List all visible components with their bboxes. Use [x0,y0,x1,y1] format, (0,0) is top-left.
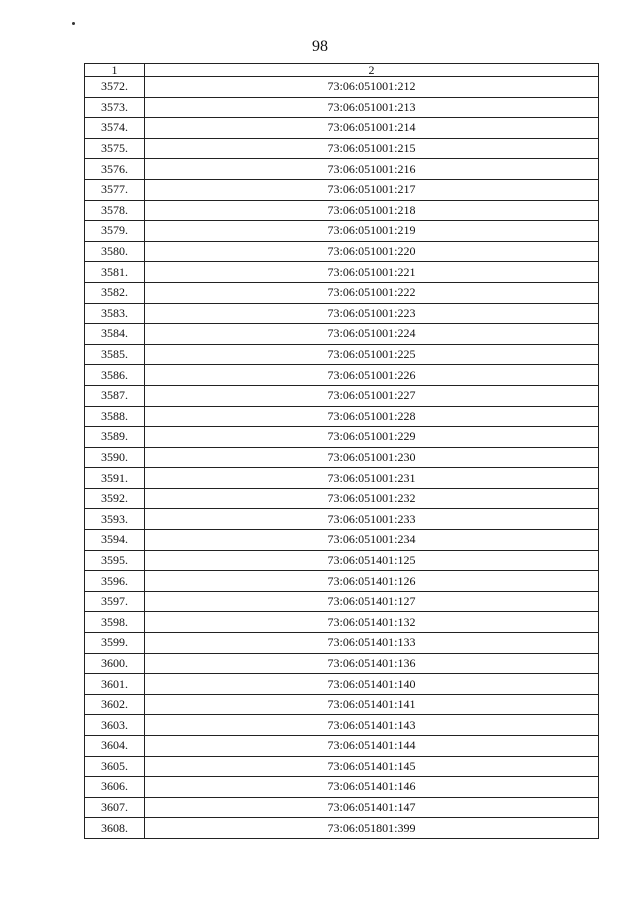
table-row [85,777,599,798]
row-number: 3602. [85,694,145,715]
row-number: 3608. [85,818,145,839]
cadastral-number: 73:06:051001:215 [145,138,599,159]
cadastral-number: 73:06:051401:145 [145,756,599,777]
table-row [85,365,599,386]
cadastral-number: 73:06:051001:229 [145,427,599,448]
table-row [85,447,599,468]
cadastral-number: 73:06:051001:234 [145,530,599,551]
table-header-row [85,64,599,77]
cadastral-number: 73:06:051001:217 [145,179,599,200]
row-number: 3595. [85,550,145,571]
table-row [85,530,599,551]
cadastral-number: 73:06:051001:233 [145,509,599,530]
row-number: 3600. [85,653,145,674]
table-row [85,159,599,180]
row-number: 3601. [85,674,145,695]
row-number: 3573. [85,97,145,118]
row-number: 3590. [85,447,145,468]
row-number: 3574. [85,118,145,139]
cadastral-number: 73:06:051001:230 [145,447,599,468]
table-row [85,77,599,98]
cadastral-number: 73:06:051001:218 [145,200,599,221]
table-row [85,674,599,695]
cadastral-number: 73:06:051001:222 [145,282,599,303]
row-number: 3598. [85,612,145,633]
cadastral-number: 73:06:051001:212 [145,77,599,98]
cadastral-number: 73:06:051401:125 [145,550,599,571]
row-number: 3592. [85,488,145,509]
cadastral-number: 73:06:051401:146 [145,777,599,798]
scan-speck [72,22,75,25]
row-number: 3599. [85,633,145,654]
cadastral-number: 73:06:051401:147 [145,797,599,818]
table-row [85,427,599,448]
row-number: 3603. [85,715,145,736]
table-row [85,282,599,303]
table-row [85,612,599,633]
table-row [85,509,599,530]
row-number: 3578. [85,200,145,221]
table-row [85,406,599,427]
row-number: 3581. [85,262,145,283]
cadastral-number: 73:06:051401:133 [145,633,599,654]
table-row [85,262,599,283]
table-row [85,138,599,159]
table-body [85,77,599,839]
cadastral-table [84,63,599,839]
row-number: 3588. [85,406,145,427]
cadastral-number: 73:06:051401:143 [145,715,599,736]
cadastral-number: 73:06:051001:221 [145,262,599,283]
table-row [85,118,599,139]
table-row [85,756,599,777]
table-row [85,385,599,406]
row-number: 3606. [85,777,145,798]
row-number: 3572. [85,77,145,98]
row-number: 3604. [85,736,145,757]
cadastral-number: 73:06:051801:399 [145,818,599,839]
row-number: 3593. [85,509,145,530]
table-row [85,200,599,221]
cadastral-number: 73:06:051401:126 [145,571,599,592]
row-number: 3586. [85,365,145,386]
table-row [85,303,599,324]
cadastral-number: 73:06:051001:228 [145,406,599,427]
table-row [85,591,599,612]
cadastral-number: 73:06:051001:214 [145,118,599,139]
row-number: 3580. [85,241,145,262]
cadastral-number: 73:06:051001:227 [145,385,599,406]
table-row [85,653,599,674]
cadastral-number: 73:06:051401:127 [145,591,599,612]
table-row [85,818,599,839]
cadastral-number: 73:06:051001:232 [145,488,599,509]
table-row [85,633,599,654]
cadastral-number: 73:06:051401:136 [145,653,599,674]
cadastral-number: 73:06:051001:226 [145,365,599,386]
cadastral-number: 73:06:051401:144 [145,736,599,757]
row-number: 3591. [85,468,145,489]
table-row [85,221,599,242]
cadastral-number: 73:06:051001:225 [145,344,599,365]
column-header-2: 2 [145,64,599,77]
row-number: 3583. [85,303,145,324]
table-row [85,241,599,262]
row-number: 3579. [85,221,145,242]
table-row [85,694,599,715]
row-number: 3594. [85,530,145,551]
table-row [85,571,599,592]
row-number: 3589. [85,427,145,448]
cadastral-number: 73:06:051001:219 [145,221,599,242]
table-row [85,344,599,365]
table-row [85,488,599,509]
row-number: 3587. [85,385,145,406]
row-number: 3584. [85,324,145,345]
row-number: 3576. [85,159,145,180]
row-number: 3607. [85,797,145,818]
table-row [85,324,599,345]
cadastral-number: 73:06:051401:140 [145,674,599,695]
cadastral-number: 73:06:051401:132 [145,612,599,633]
row-number: 3585. [85,344,145,365]
cadastral-number: 73:06:051401:141 [145,694,599,715]
row-number: 3596. [85,571,145,592]
page-number: 98 [312,38,328,55]
cadastral-number: 73:06:051001:220 [145,241,599,262]
table-row [85,550,599,571]
table-row [85,468,599,489]
row-number: 3605. [85,756,145,777]
cadastral-number: 73:06:051001:224 [145,324,599,345]
column-header-1: 1 [85,64,145,77]
table-row [85,179,599,200]
cadastral-number: 73:06:051001:216 [145,159,599,180]
cadastral-number: 73:06:051001:213 [145,97,599,118]
row-number: 3575. [85,138,145,159]
row-number: 3597. [85,591,145,612]
cadastral-number: 73:06:051001:231 [145,468,599,489]
row-number: 3577. [85,179,145,200]
table-row [85,736,599,757]
table-row [85,797,599,818]
table-row [85,97,599,118]
table-row [85,715,599,736]
row-number: 3582. [85,282,145,303]
cadastral-number: 73:06:051001:223 [145,303,599,324]
